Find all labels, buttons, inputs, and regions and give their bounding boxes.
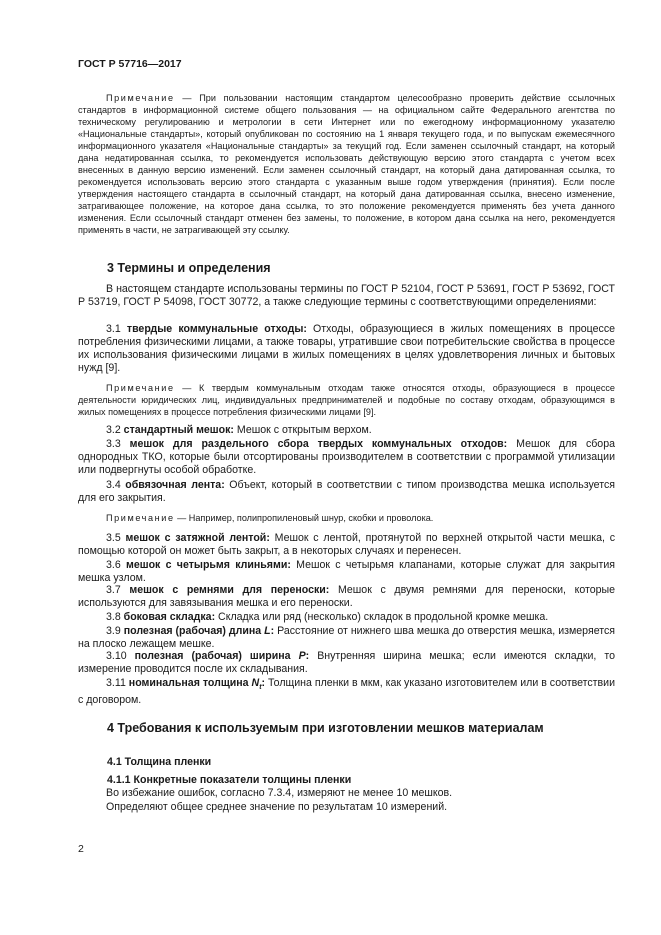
term-definition: Внутренняя ширина мешка; если имеются складки, то измерение проводится после их складывания. <box>78 650 616 675</box>
term-symbol: N <box>251 677 260 689</box>
term-symbol-subscript: t <box>259 684 262 692</box>
document-header: ГОСТ Р 57716—2017 <box>78 58 182 70</box>
note-text: — Например, полипропиленовый шнур, скобки и проволока. <box>174 513 434 523</box>
note-references <box>78 92 615 236</box>
term-3-5 <box>78 532 615 558</box>
term-definition: Отходы, образующиеся в жилых помещениях в процессе потребления физическими лицами, а также товары, утратившие свои потребительские свойства в процессе их использования физическими лицами в жилых помещениях в целях удовлетворения личных и бытовых нужд [9]. <box>78 323 616 374</box>
note-label: Примечание <box>106 513 175 523</box>
term-number: 3.9 <box>106 625 124 637</box>
term-3-3 <box>78 438 615 477</box>
term-symbol: P <box>298 650 306 662</box>
note-text: — При пользовании настоящим стандартом целесообразно проверить действие ссылочных стандартов в информационной системе общего пользования — на официальном сайте Федерального агентства по техническому регулированию и метрологии в сети Интернет или по ежегодному информационному указателю «Национальные стандарты», который опубликован по состоянию на 1 января текущего года, и по выпускам ежемесячного информационного указателя «Национальные стандарты» за текущий год. Если заменен ссылочный стандарт, на который дана недатированная ссылка, то рекомендуется использовать действующую версию этого стандарта с учетом всех внесенных в данную версию изменений. Если заменен ссылочный стандарт, на который дана датированная ссылка, то рекомендуется использовать версию этого стандарта с указанным выше годом утверждения (принятия). Если после утверждения настоящего стандарта в ссылочный стандарт, на который дана датированная ссылка, внесено изменение, затрагивающее положение, на которое дана ссылка, то это положение рекомендуется применять без учета данного изменения. Если ссылочный стандарт отменен без замены, то положение, в котором дана ссылка на него, рекомендуется применять в части, не затрагивающей эту ссылку. <box>78 93 615 235</box>
term-symbol: L <box>264 625 271 637</box>
term-colon: : <box>270 625 275 637</box>
term-number: 3.11 <box>106 677 129 689</box>
note-text: — К твердым коммунальным отходам также относятся отходы, образующиеся в процессе деятельности юридических лиц, индивидуальных предпринимателей и подобные по составу отходам, образующимся в жилых помещениях в процессе потребления физическими лицами [9]. <box>78 383 615 417</box>
term-definition: Объект, который в соответствии с типом производства мешка используется для его закрытия. <box>78 479 615 504</box>
term-title: номинальная толщина <box>128 677 252 689</box>
term-3-8 <box>78 611 615 624</box>
term-title: боковая складка: <box>123 611 216 623</box>
subsection-4-1-1-heading: 4.1.1 Конкретные показатели толщины пленки <box>107 774 352 786</box>
paragraph-4-1-1-b: Определяют общее среднее значение по результатам 10 измерений. <box>106 801 448 813</box>
term-definition: Мешок с открытым верхом. <box>233 424 372 436</box>
subsection-4-1-heading: 4.1 Толщина пленки <box>107 756 212 768</box>
term-title: полезная (рабочая) длина <box>123 625 265 637</box>
term-3-6 <box>78 559 615 585</box>
term-3-2 <box>78 424 615 437</box>
section-3-intro: В настоящем стандарте использованы термины по ГОСТ Р 52104, ГОСТ Р 53691, ГОСТ Р 53692, ГОСТ Р 53719, ГОСТ Р 54098, ГОСТ 30772, а также следующие термины с соответствующими определениями: <box>78 283 615 308</box>
term-title: мешок с четырьмя клиньями: <box>126 559 291 571</box>
term-number: 3.10 <box>106 650 135 662</box>
note-label: Примечание <box>106 383 175 393</box>
term-number: 3.6 <box>106 559 127 571</box>
note-3-1 <box>78 382 615 418</box>
term-3-1 <box>78 323 615 375</box>
term-number: 3.8 <box>106 611 124 623</box>
term-3-4 <box>78 479 615 505</box>
term-definition: Мешок с четырьмя клапанами, которые служат для закрытия мешка узлом. <box>78 559 615 584</box>
term-number: 3.1 <box>106 323 127 335</box>
term-title: обвязочная лента: <box>125 479 225 491</box>
term-definition: Мешок с двумя ремнями для переноски, которые используются для завязывания мешка и его переноски. <box>78 584 615 609</box>
paragraph-4-1-1-a: Во избежание ошибок, согласно 7.3.4, измеряют не менее 10 мешков. <box>106 787 453 799</box>
note-3-4 <box>78 512 615 524</box>
term-3-10 <box>78 650 615 676</box>
term-title: полезная (рабочая) ширина <box>134 650 299 662</box>
term-3-7 <box>78 584 615 610</box>
term-definition: Мешок с лентой, протянутой по верхней открытой части мешка, с помощью которой он может быть закрыт, а в некоторых случаях и перенесен. <box>78 532 616 557</box>
section-3-heading: 3 Термины и определения <box>107 261 271 275</box>
term-number: 3.2 <box>106 424 124 436</box>
page-number: 2 <box>78 843 84 855</box>
term-title: мешок для раздельного сбора твердых коммунальных отходов: <box>129 438 508 450</box>
term-title: мешок с ремнями для переноски: <box>129 584 330 596</box>
term-3-9 <box>78 625 615 651</box>
term-number: 3.7 <box>106 584 130 596</box>
term-definition: Складка или ряд (несколько) складок в продольной кромке мешка. <box>215 611 549 623</box>
term-3-11 <box>78 677 615 707</box>
term-title: стандартный мешок: <box>123 424 234 436</box>
note-label: Примечание <box>106 93 175 103</box>
term-definition: Толщина пленки в мкм, как указано изготовителем или в соответствии с договором. <box>78 677 616 707</box>
term-number: 3.3 <box>106 438 130 450</box>
term-definition: Мешок для сбора однородных ТКО, которые были отсортированы производителем в соответствии с программой утилизации или подвергнуты особой обработке. <box>78 438 615 476</box>
term-definition: Расстояние от нижнего шва мешка до отверстия мешка, измеряется на плоско лежащем мешке. <box>78 625 615 650</box>
term-number: 3.4 <box>106 479 126 491</box>
term-title: мешок с затяжной лентой: <box>125 532 270 544</box>
section-4-heading: 4 Требования к используемым при изготовлении мешков материалам <box>107 721 544 735</box>
term-title: твердые коммунальные отходы: <box>126 323 307 335</box>
term-colon: : <box>261 677 266 689</box>
term-number: 3.5 <box>106 532 126 544</box>
term-colon: : <box>305 650 310 662</box>
